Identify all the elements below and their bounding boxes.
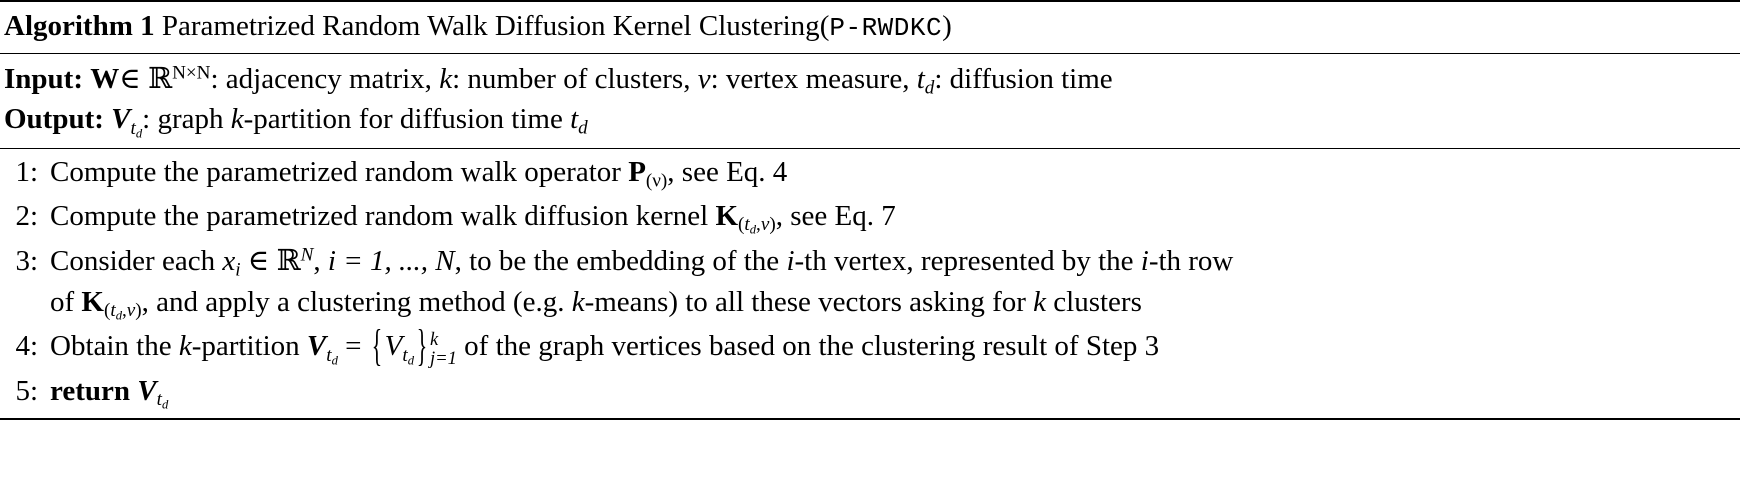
step2-text-a: Compute the parametrized random walk diffusion kernel <box>50 200 716 233</box>
step3-text-d: , to be the embedding of the <box>454 244 787 277</box>
step3-text-e: -th vertex, represented by the <box>794 244 1141 277</box>
step4-equals: = <box>337 330 369 363</box>
step4-text-b: -partition <box>191 330 307 363</box>
input-clusters-text: : number of clusters, <box>452 62 698 95</box>
algorithm-step <box>4 372 1736 414</box>
output-label: Output: <box>4 103 104 136</box>
step4-text-a: Obtain the <box>50 330 179 363</box>
output-k-symbol: k <box>230 103 244 136</box>
input-line <box>4 60 1736 101</box>
output-V-symbol: V <box>111 103 131 136</box>
step4-V-symbol: V <box>306 330 327 363</box>
step4-brace-open: { <box>371 321 382 371</box>
step3-kernel-subscript: (td,ν) <box>103 299 142 323</box>
step3-i-symbol-2: i <box>1140 244 1149 277</box>
algorithm-title <box>0 2 1740 53</box>
input-matrix-symbol: W <box>90 62 120 95</box>
step-number: 4: <box>15 330 38 363</box>
step5-return-keyword: return <box>50 374 131 407</box>
algorithm-step <box>4 242 1736 324</box>
step-number: 2: <box>15 200 38 233</box>
step3-line-2 <box>50 283 1736 325</box>
step2-text-b: , see Eq. 7 <box>775 200 896 233</box>
step3-sup-N: N <box>300 244 314 266</box>
step3-line2-b: , and apply a clustering method (e.g. <box>141 285 572 318</box>
step3-text-c: , <box>313 244 328 277</box>
step4-inner-V: V <box>384 330 403 363</box>
algorithm-step <box>4 321 1736 371</box>
output-line <box>4 100 1736 142</box>
step4-brace-close: } <box>416 321 428 371</box>
step-number: 1: <box>15 156 38 189</box>
title-paren-close: ) <box>942 10 952 42</box>
output-t-symbol: t <box>570 103 579 136</box>
algorithm-title-text: Parametrized Random Walk Diffusion Kernel Clustering <box>161 10 820 42</box>
step3-text-b: ∈ ℝ <box>240 244 301 277</box>
output-t-subscript: d <box>578 117 588 139</box>
step-body: Obtain the k-partition $V_{t_d} = \{V_{t_d}\}$ k j=1 of the graph vertices based on the clustering result of Step 3 <box>50 327 1736 369</box>
bottom-rule <box>0 418 1740 420</box>
step4-brace-sup: k <box>429 329 439 351</box>
algorithm-acronym: P-RWDKC <box>829 13 943 43</box>
algorithm-label: Algorithm 1 <box>4 10 155 42</box>
input-nu-symbol: ν <box>697 62 711 95</box>
step3-line2-a: of <box>50 285 82 318</box>
step3-index-range: i = 1, ..., N <box>327 244 455 277</box>
step-number: 5: <box>15 374 38 407</box>
step3-line2-c: -means) to all these vectors asking for <box>584 285 1034 318</box>
algorithm-step <box>4 153 1736 194</box>
step3-kernel-symbol: K <box>81 285 104 318</box>
step3-kmeans-k: k <box>571 285 585 318</box>
step-body <box>50 153 1736 194</box>
step1-operator-subscript: (ν) <box>645 170 668 192</box>
step3-x-symbol: x <box>222 244 236 277</box>
algorithm-steps <box>0 149 1740 418</box>
step3-line2-d: clusters <box>1046 285 1142 318</box>
step4-brace-sub: j=1 <box>429 348 457 369</box>
step3-i-symbol-1: i <box>786 244 795 277</box>
input-t-subscript: d <box>924 76 935 98</box>
step-body: return $V_{t_d}$ <box>50 374 169 412</box>
step1-operator-symbol: P <box>628 156 646 189</box>
output-graph-text: : graph <box>142 103 231 136</box>
step3-text-a: Consider each <box>50 244 223 277</box>
step1-text-b: , see Eq. 4 <box>667 156 788 189</box>
algorithm-step <box>4 197 1736 239</box>
input-label: Input: <box>4 62 83 95</box>
input-diffusion-time-text: : diffusion time <box>934 62 1113 95</box>
step-number: 3: <box>15 244 38 277</box>
input-dimension-sup: N×N <box>172 61 211 83</box>
step4-text-c: of the graph vertices based on the clustering result of Step 3 <box>456 330 1160 363</box>
output-partition-text: -partition for diffusion time <box>243 103 571 136</box>
step4-k-symbol: k <box>178 330 192 363</box>
step3-x-subscript: i <box>235 259 241 281</box>
output-V-subscript: t <box>130 117 136 139</box>
input-k-symbol: k <box>439 62 453 95</box>
step3-line-1 <box>50 242 1736 283</box>
step3-text-f: -th row <box>1148 244 1234 277</box>
input-membership: ∈ ℝ <box>119 62 173 95</box>
step5-V-symbol: V <box>137 374 157 407</box>
step2-kernel-subscript: (td,ν) <box>738 214 776 237</box>
step3-clusters-k: k <box>1033 285 1047 318</box>
step1-text-a: Compute the parametrized random walk operator <box>50 156 629 189</box>
step-body <box>50 242 1736 324</box>
input-adjacency-text: : adjacency matrix, <box>210 62 440 95</box>
output-V-subscript-d: d <box>135 126 143 141</box>
input-t-symbol: t <box>916 62 925 95</box>
step-body <box>50 197 1736 239</box>
step2-kernel-symbol: K <box>715 200 739 233</box>
input-vertex-measure-text: : vertex measure, <box>710 62 917 95</box>
io-block <box>0 54 1740 149</box>
title-paren-open: ( <box>819 10 830 42</box>
